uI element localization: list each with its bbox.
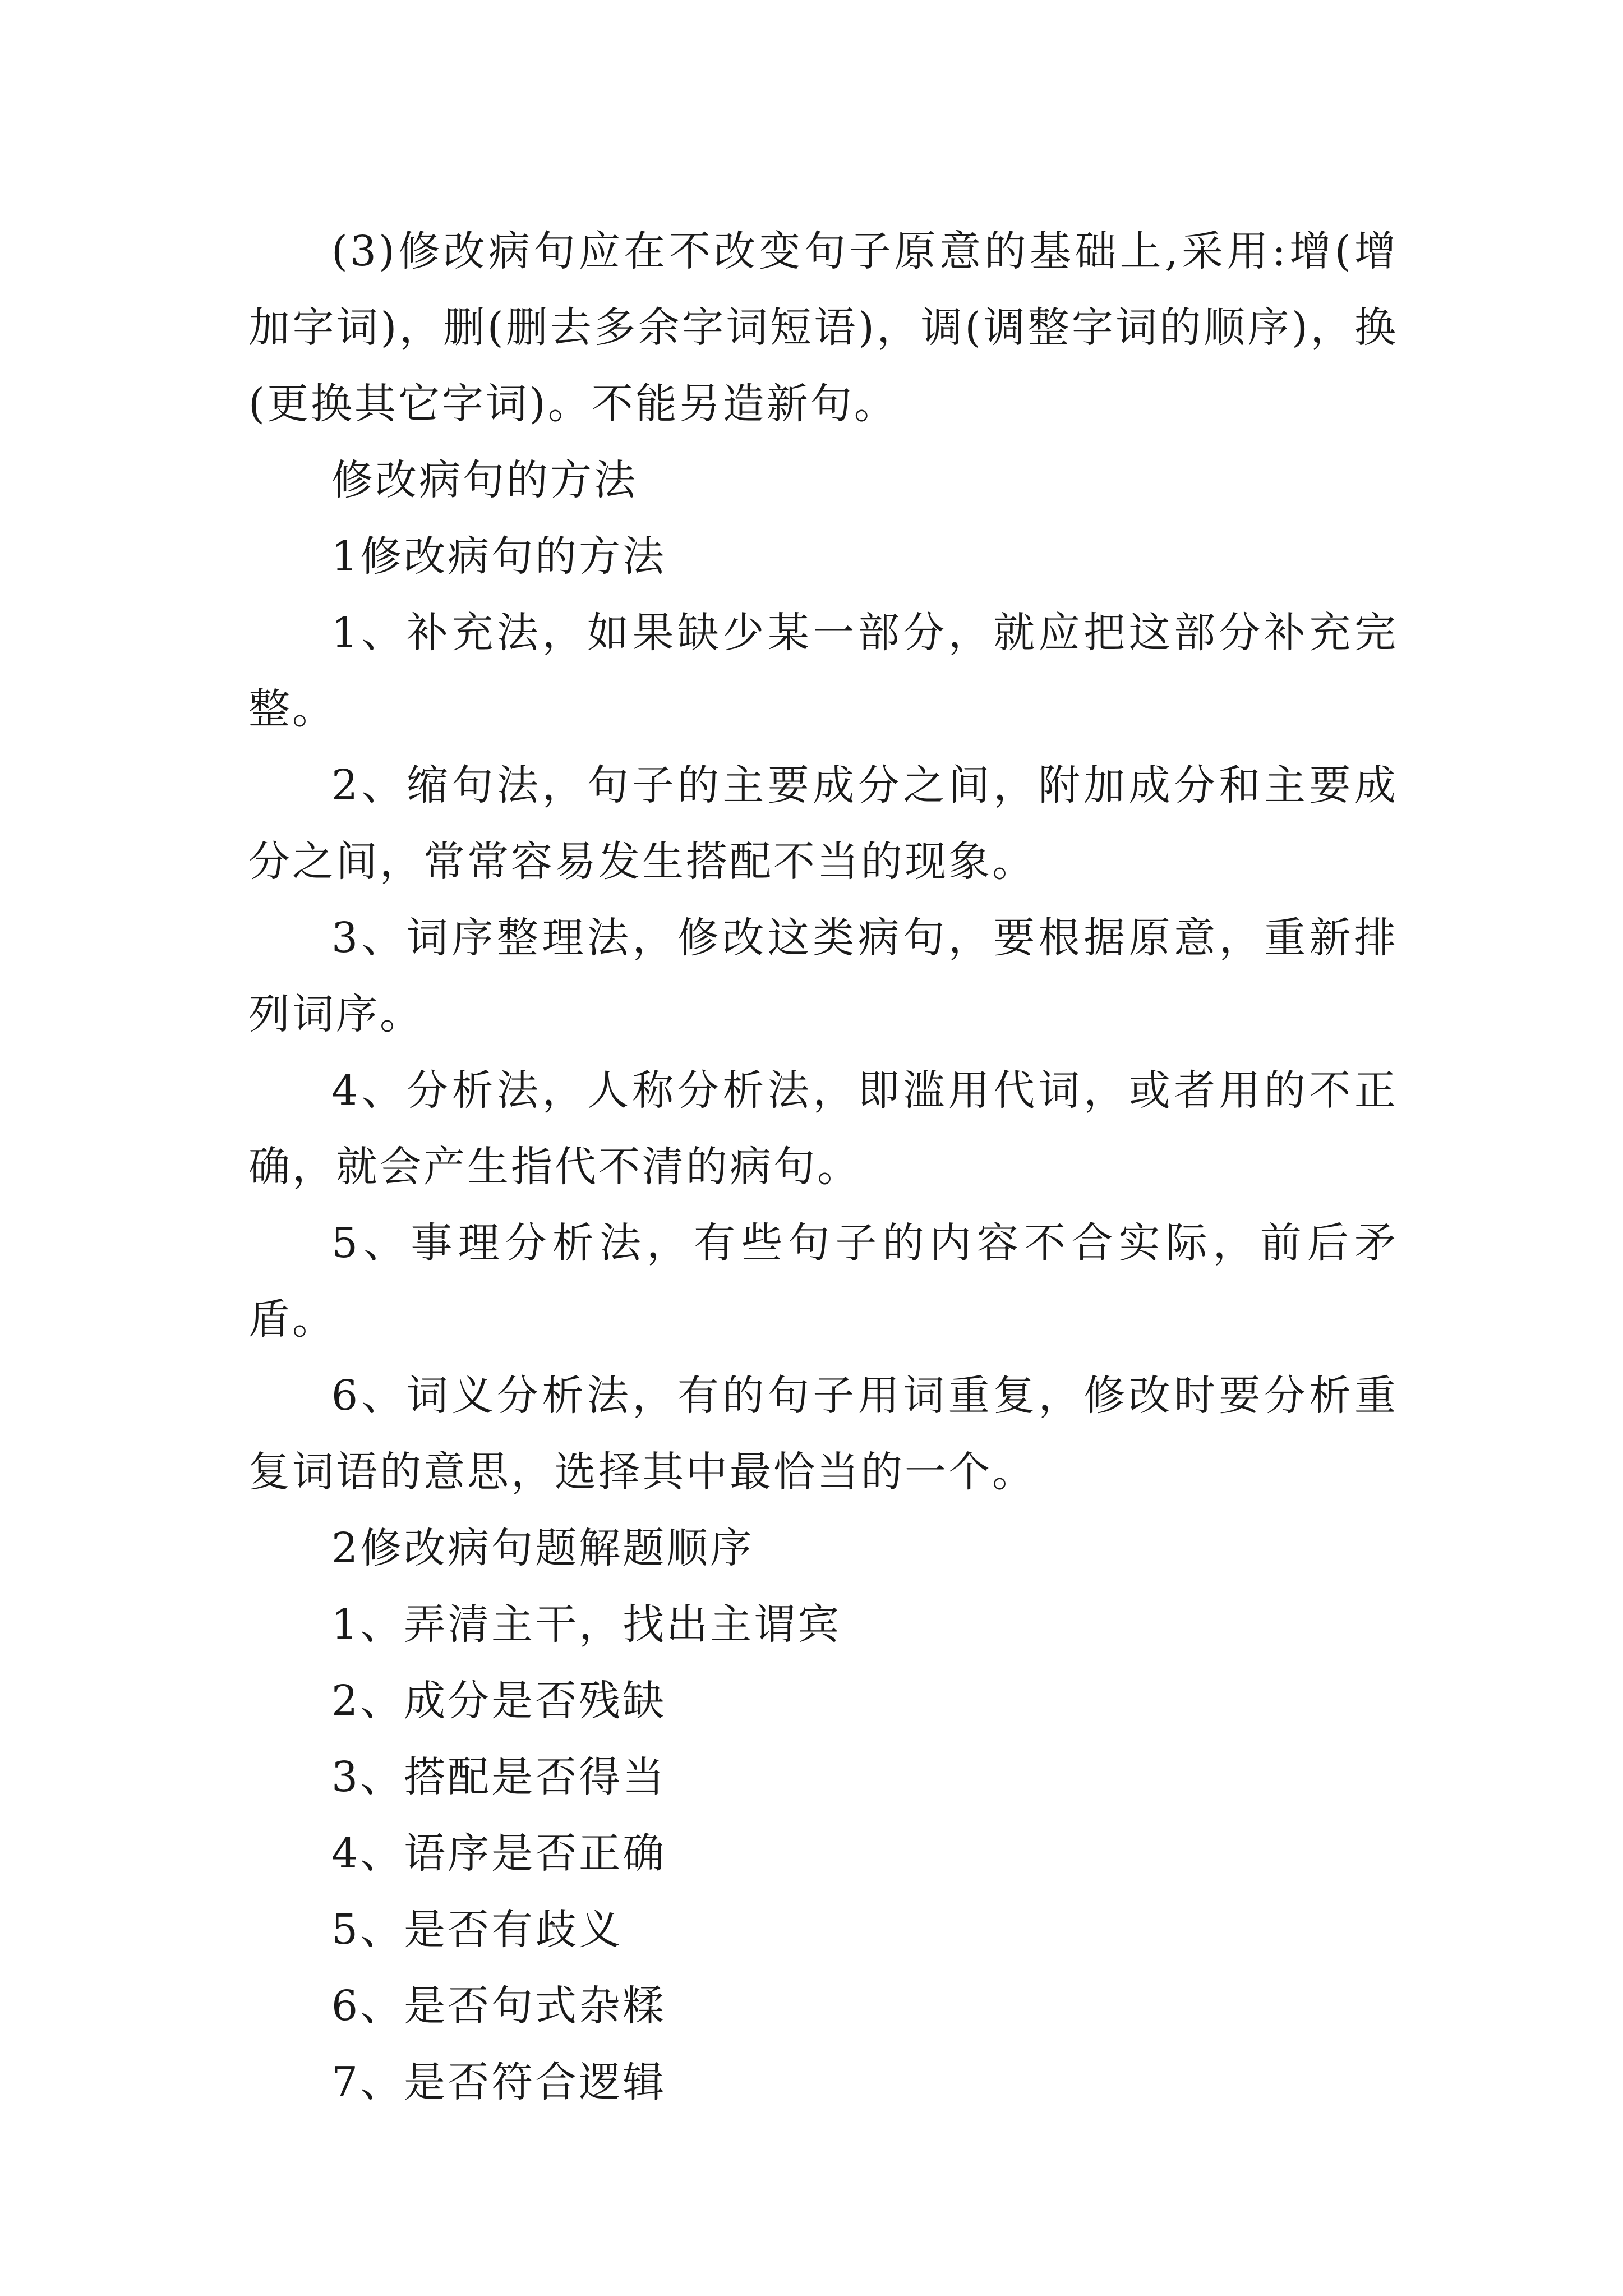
paragraph-revision-principle: (3)修改病句应在不改变句子原意的基础上,采用:增(增加字词)，删(删去多余字词短语)，调(调整字词的顺序)，换(更换其它字词)。不能另造新句。 (248, 227, 1398, 428)
subsection-heading-methods: 1修改病句的方法 (331, 532, 667, 581)
list-item: 1、补充法，如果缺少某一部分，就应把这部分补充完整。 (248, 609, 1398, 733)
list-item: 5、事理分析法，有些句子的内容不合实际，前后矛盾。 (248, 1219, 1398, 1343)
list-item: 4、分析法，人称分析法，即滥用代词，或者用的不正确，就会产生指代不清的病句。 (248, 1066, 1398, 1191)
document-body (248, 213, 1398, 2120)
list-item: 7、是否符合逻辑 (331, 2058, 667, 2106)
list-item: 1、弄清主干，找出主谓宾 (331, 1600, 842, 1649)
section-heading-methods: 修改病句的方法 (331, 456, 638, 504)
subsection-heading-steps: 2修改病句题解题顺序 (331, 1524, 754, 1572)
list-item: 4、语序是否正确 (331, 1829, 667, 1878)
list-item: 2、缩句法，句子的主要成分之间，附加成分和主要成分之间，常常容易发生搭配不当的现象。 (248, 761, 1398, 886)
list-item: 6、是否句式杂糅 (331, 1982, 667, 2030)
list-item: 6、词义分析法，有的句子用词重复，修改时要分析重复词语的意思，选择其中最恰当的一个。 (248, 1372, 1398, 1496)
list-item: 5、是否有歧义 (331, 1906, 623, 1954)
list-item: 3、词序整理法，修改这类病句，要根据原意，重新排列词序。 (248, 914, 1398, 1038)
list-item: 3、搭配是否得当 (331, 1753, 667, 1801)
list-item: 2、成分是否残缺 (331, 1677, 667, 1725)
